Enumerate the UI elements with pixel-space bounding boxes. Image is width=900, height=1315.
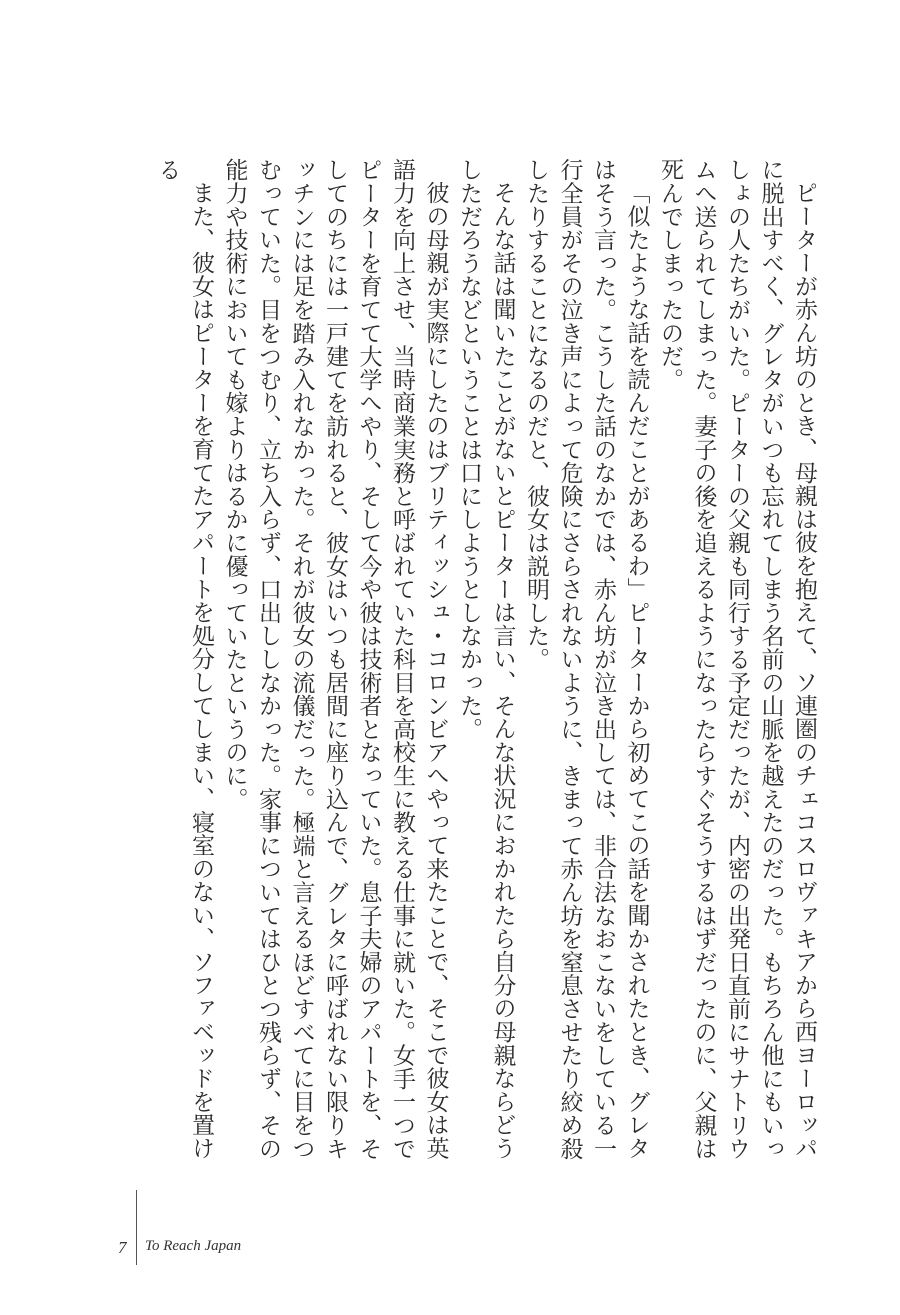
page-number: 7 [118, 1238, 127, 1257]
paragraph-4: 彼の母親が実際にしたのはブリティッシュ・コロンビアへやって来たことで、そこで彼女は英語力を向上させ、当時商業実務と呼ばれていた科目を高校生に教える仕事に就いた。女手一つでピーターを育てて大学へやり、そして今や彼は技術者となっていた。息子夫婦のアパートを、そしてのちには一戸建てを訪れると、彼女はいつも居間に座り込んで、グレタに呼ばれない限りキッチンには足を踏み入れなかった。それが彼女の流儀だった。極端と言えるほどすべてに目をつむっていた。目をつむり、立ち入らず、口出ししなかった。家事についてはひとつ残らず、その能力や技術においても嫁よりはるかに優っていたというのに。 [221, 158, 449, 1160]
body-text [60, 158, 820, 1173]
paragraph-1: ピーターが赤ん坊のとき、母親は彼を抱えて、ソ連圏のチェコスロヴァキアから西ヨーロッパに脱出すべく、グレタがいつも忘れてしまう名前の山脈を越えたのだった。もちろん他にもいっしょの人たちがいた。ピーターの父親も同行する予定だったが、内密の出発日直前にサナトリウムへ送られてしまった。妻子の後を追えるようになったらすぐそうするはずだったのに、父親は死んでしまったのだ。 [657, 158, 817, 1160]
footer-divider [136, 1190, 137, 1265]
running-title: To Reach Japan [145, 1238, 242, 1254]
paragraph-2: 「似たような話を読んだことがあるわ」ピーターから初めてこの話を聞かされたとき、グレタはそう言った。こうした話のなかでは、赤ん坊が泣き出しては、非合法なおこないをしている一行全員がその泣き声によって危険にさらされないように、きまって赤ん坊を窒息させたり絞め殺したりすることになるのだと、彼女は説明した。 [523, 158, 650, 1160]
paragraph-3: そんな話は聞いたことがないとピーターは言い、そんな状況におかれたら自分の母親ならどうしただろうなどということは口にしようとしなかった。 [456, 158, 516, 1160]
paragraph-5: また、彼女はピーターを育てたアパートを処分してしまい、寝室のない、ソファベッドを置ける [154, 158, 214, 1160]
